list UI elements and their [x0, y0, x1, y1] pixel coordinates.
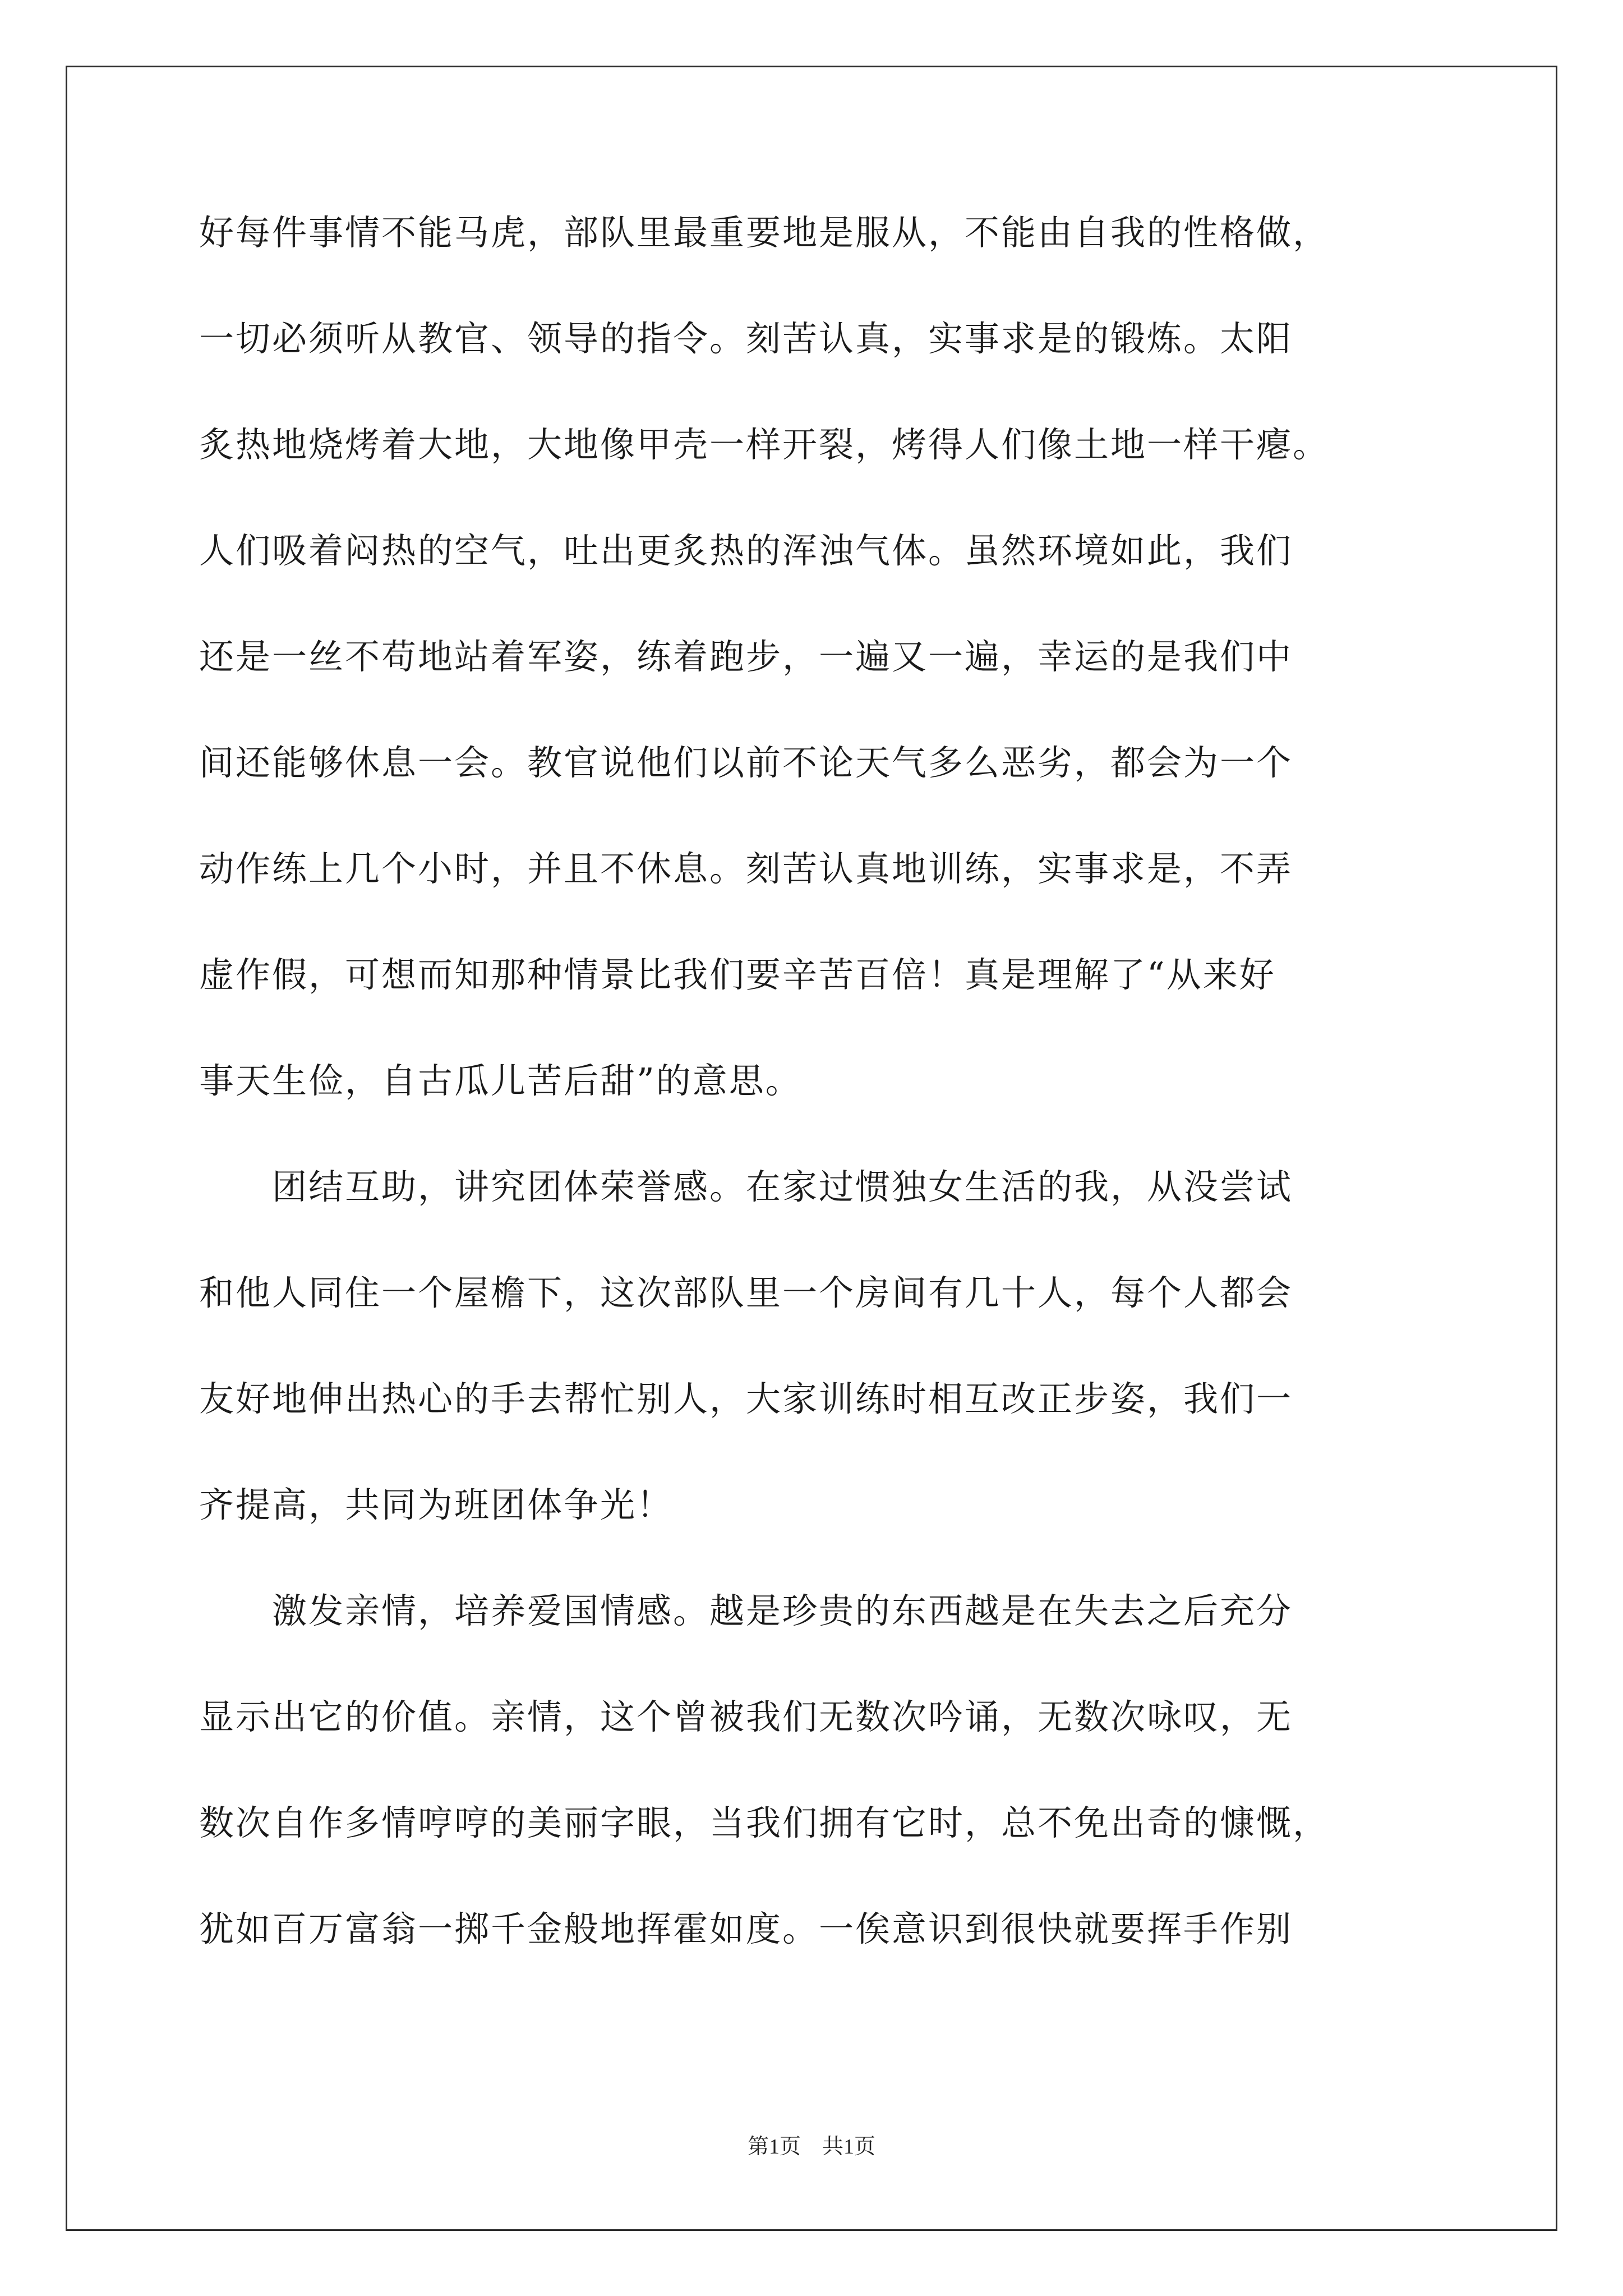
page-number-label: 第1页 共1页 [747, 2135, 875, 2159]
text-line: 人们吸着闷热的空气，吐出更炙热的浑浊气体。虽然环境如此，我们 [199, 530, 1293, 571]
text-line: 齐提高，共同为班团体争光！ [199, 1484, 674, 1525]
text-line: 团结互助，讲究团体荣誉感。在家过惯独女生活的我，从没尝试 [199, 1166, 1293, 1207]
text-line: 动作练上几个小时，并且不休息。刻苦认真地训练，实事求是，不弄 [199, 848, 1293, 889]
text-line: 事天生俭，自古瓜儿苦后甜”的意思。 [199, 1060, 802, 1101]
document-body [199, 202, 1427, 2004]
text-line: 好每件事情不能马虎，部队里最重要地是服从，不能由自我的性格做， [199, 212, 1330, 253]
text-line: 一切必须听从教官、领导的指令。刻苦认真，实事求是的锻炼。太阳 [199, 318, 1293, 359]
page-footer [0, 2133, 1623, 2161]
text-line: 还是一丝不苟地站着军姿，练着跑步，一遍又一遍，幸运的是我们中 [199, 636, 1293, 677]
text-line: 间还能够休息一会。教官说他们以前不论天气多么恶劣，都会为一个 [199, 742, 1293, 783]
text-line: 显示出它的价值。亲情，这个曾被我们无数次吟诵，无数次咏叹，无 [199, 1696, 1293, 1737]
text-line: 炙热地烧烤着大地，大地像甲壳一样开裂，烤得人们像土地一样干瘪。 [199, 424, 1330, 465]
text-line: 激发亲情，培养爱国情感。越是珍贵的东西越是在失去之后充分 [199, 1590, 1293, 1631]
text-line: 犹如百万富翁一掷千金般地挥霍如度。一俟意识到很快就要挥手作别 [199, 1908, 1293, 1949]
text-line: 和他人同住一个屋檐下，这次部队里一个房间有几十人，每个人都会 [199, 1272, 1293, 1313]
text-line: 数次自作多情哼哼的美丽字眼，当我们拥有它时，总不免出奇的慷慨， [199, 1802, 1330, 1843]
text-line: 虚作假，可想而知那种情景比我们要辛苦百倍！真是理解了“从来好 [199, 954, 1276, 995]
text-line: 友好地伸出热心的手去帮忙别人，大家训练时相互改正步姿，我们一 [199, 1378, 1293, 1419]
